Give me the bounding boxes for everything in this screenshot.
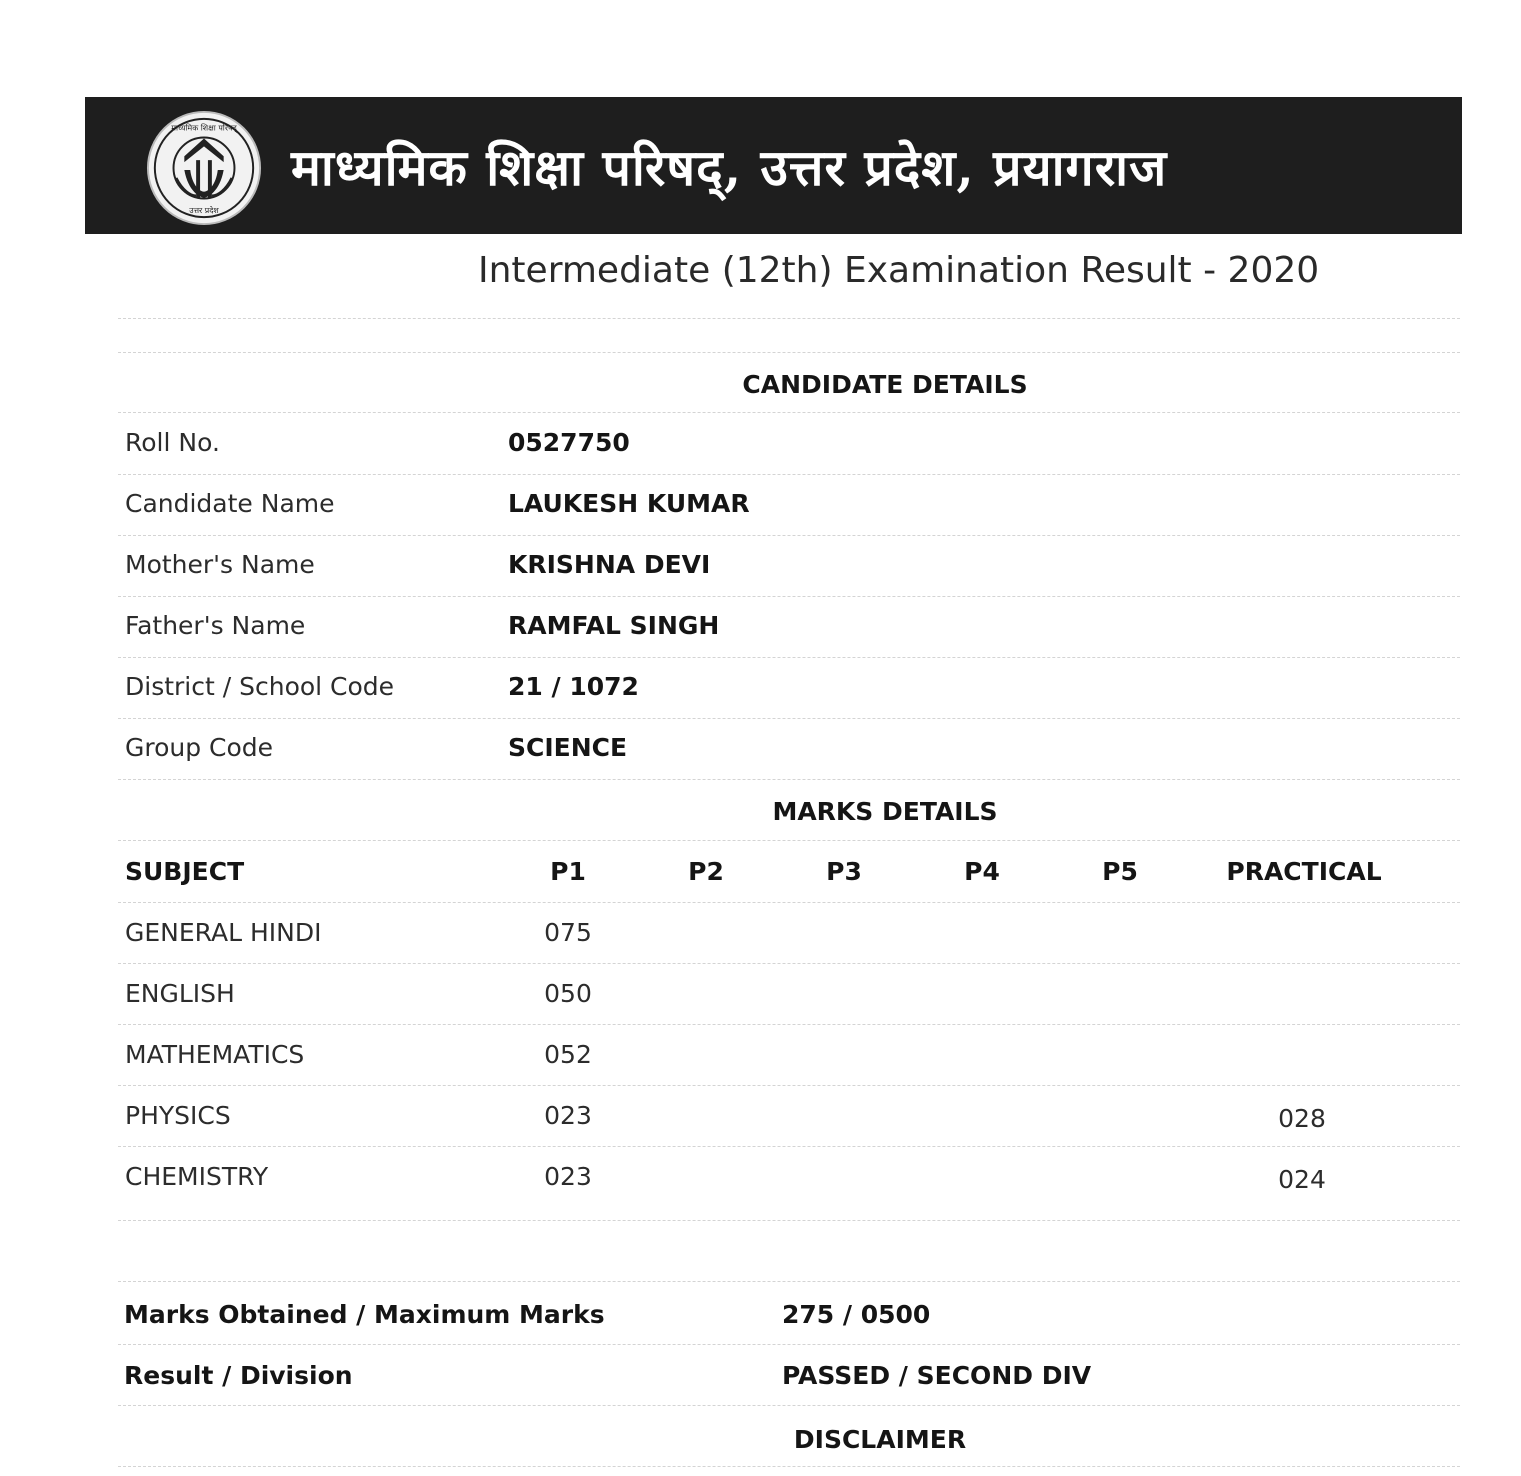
candidate-name-label: Candidate Name (125, 489, 335, 518)
col-practical: PRACTICAL (1226, 857, 1382, 886)
subject-name: PHYSICS (125, 1101, 231, 1130)
mark-p1: 075 (544, 918, 592, 947)
divider (118, 1085, 1460, 1086)
marks-obtained-value: 275 / 0500 (782, 1300, 931, 1329)
emblem-text-top: माध्यमिक शिक्षा परिषद् (171, 123, 237, 133)
col-p1: P1 (550, 857, 586, 886)
marks-obtained-label: Marks Obtained / Maximum Marks (124, 1300, 605, 1329)
subject-name: CHEMISTRY (125, 1162, 269, 1191)
mark-p1: 052 (544, 1040, 592, 1069)
candidate-details-heading: CANDIDATE DETAILS (742, 370, 1028, 399)
mother-name-label: Mother's Name (125, 550, 315, 579)
divider (118, 412, 1460, 413)
board-header-bar (85, 97, 1462, 234)
marks-details-heading: MARKS DETAILS (772, 797, 998, 826)
roll-no-value: 0527750 (508, 428, 630, 457)
divider (118, 1146, 1460, 1147)
table-row (118, 904, 1460, 965)
col-p3: P3 (826, 857, 862, 886)
result-division-row (118, 1347, 1460, 1408)
table-row (118, 1026, 1460, 1087)
emblem-text-bottom: उत्तर प्रदेश (189, 206, 219, 216)
candidate-row-group-code (118, 719, 1460, 780)
group-code-label: Group Code (125, 733, 274, 762)
district-school-value: 21 / 1072 (508, 672, 639, 701)
group-code-value: SCIENCE (508, 733, 628, 762)
subject-name: ENGLISH (125, 979, 235, 1008)
divider (118, 963, 1460, 964)
divider (118, 1024, 1460, 1025)
divider (118, 1281, 1460, 1282)
table-row (118, 1087, 1460, 1148)
candidate-row-roll-no (118, 414, 1460, 475)
mark-practical: 024 (1278, 1165, 1326, 1194)
candidate-row-mother (118, 536, 1460, 597)
divider (118, 779, 1460, 780)
divider (118, 1466, 1460, 1467)
roll-no-label: Roll No. (125, 428, 220, 457)
mark-practical: 028 (1278, 1104, 1326, 1133)
divider (118, 840, 1460, 841)
mark-p1: 050 (544, 979, 592, 1008)
divider (118, 1405, 1460, 1406)
mark-p1: 023 (544, 1101, 592, 1130)
candidate-row-father (118, 597, 1460, 658)
col-subject: SUBJECT (125, 857, 245, 886)
candidate-row-name (118, 475, 1460, 536)
candidate-row-district-school (118, 658, 1460, 719)
father-name-value: RAMFAL SINGH (508, 611, 720, 640)
result-division-label: Result / Division (124, 1361, 353, 1390)
divider (118, 352, 1460, 353)
divider (118, 318, 1460, 319)
result-division-value: PASSED / SECOND DIV (782, 1361, 1092, 1390)
father-name-label: Father's Name (125, 611, 306, 640)
mark-p1: 023 (544, 1162, 592, 1191)
marks-obtained-row (118, 1286, 1460, 1347)
district-school-label: District / School Code (125, 672, 395, 701)
table-row (118, 1148, 1460, 1209)
divider (118, 902, 1460, 903)
disclaimer-heading: DISCLAIMER (793, 1425, 967, 1454)
table-row (118, 965, 1460, 1026)
marks-header-row (118, 843, 1460, 904)
board-name: माध्यमिक शिक्षा परिषद्, उत्तर प्रदेश, प्रयागराज (291, 137, 1168, 197)
col-p2: P2 (688, 857, 724, 886)
col-p5: P5 (1102, 857, 1138, 886)
subject-name: GENERAL HINDI (125, 918, 322, 947)
subject-name: MATHEMATICS (125, 1040, 305, 1069)
divider (118, 1344, 1460, 1345)
mother-name-value: KRISHNA DEVI (508, 550, 711, 579)
divider (118, 1220, 1460, 1221)
exam-title: Intermediate (12th) Examination Result - 2020 (478, 250, 1320, 291)
col-p4: P4 (964, 857, 1000, 886)
candidate-name-value: LAUKESH KUMAR (508, 489, 750, 518)
board-emblem-icon (145, 109, 263, 227)
